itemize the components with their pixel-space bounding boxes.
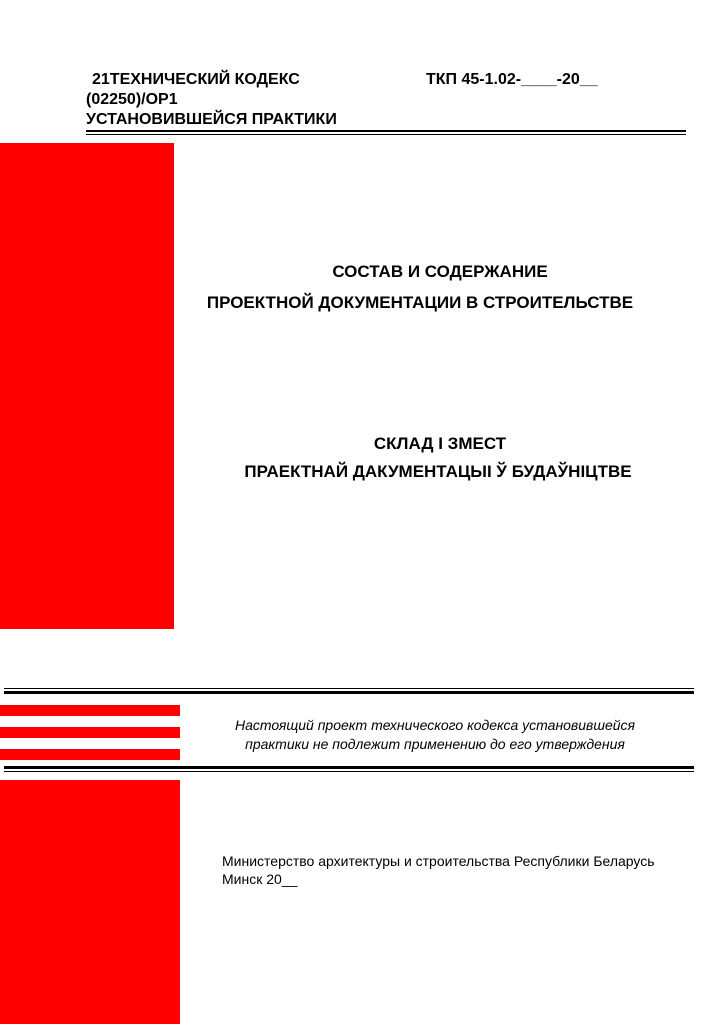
- red-stripe-3: [0, 749, 180, 760]
- notice-line1: Настоящий проект технического кодекса установившейся: [234, 717, 636, 733]
- document-type-line1: 21ТЕХНИЧЕСКИЙ КОДЕКС: [92, 71, 300, 88]
- red-side-block-top: [0, 143, 174, 629]
- ministry-name: Министерство архитектуры и строительства Республики Беларусь: [222, 853, 655, 869]
- title-ru-line2: ПРОЕКТНОЙ ДОКУМЕНТАЦИИ В СТРОИТЕЛЬСТВЕ: [206, 293, 634, 312]
- title-ru-line1: СОСТАВ И СОДЕРЖАНИЕ: [332, 262, 548, 281]
- red-stripe-2: [0, 727, 180, 738]
- top-rule-thick: [86, 130, 686, 132]
- notice-line2: практики не подлежит применению до его утверждения: [245, 736, 625, 752]
- document-type-line3: УСТАНОВИВШЕЙСЯ ПРАКТИКИ: [86, 111, 337, 128]
- top-rule-thin: [86, 134, 686, 135]
- document-type-line2: (02250)/ОР1: [86, 91, 178, 108]
- red-side-block-bottom: [0, 780, 180, 1024]
- title-by-line2: ПРАЕКТНАЙ ДАКУМЕНТАЦЫІ Ў БУДАЎНІЦТВЕ: [244, 462, 632, 481]
- document-code: ТКП 45-1.02-____-20__: [426, 71, 598, 88]
- red-stripe-1: [0, 705, 180, 716]
- middle-rule-thin: [4, 688, 694, 689]
- middle-rule-thick: [4, 691, 694, 694]
- lower-rule-thin: [4, 771, 694, 772]
- city-year: Минск 20__: [222, 871, 298, 887]
- title-by-line1: СКЛАД І ЗМЕСТ: [373, 434, 507, 453]
- lower-rule-thick: [4, 766, 694, 769]
